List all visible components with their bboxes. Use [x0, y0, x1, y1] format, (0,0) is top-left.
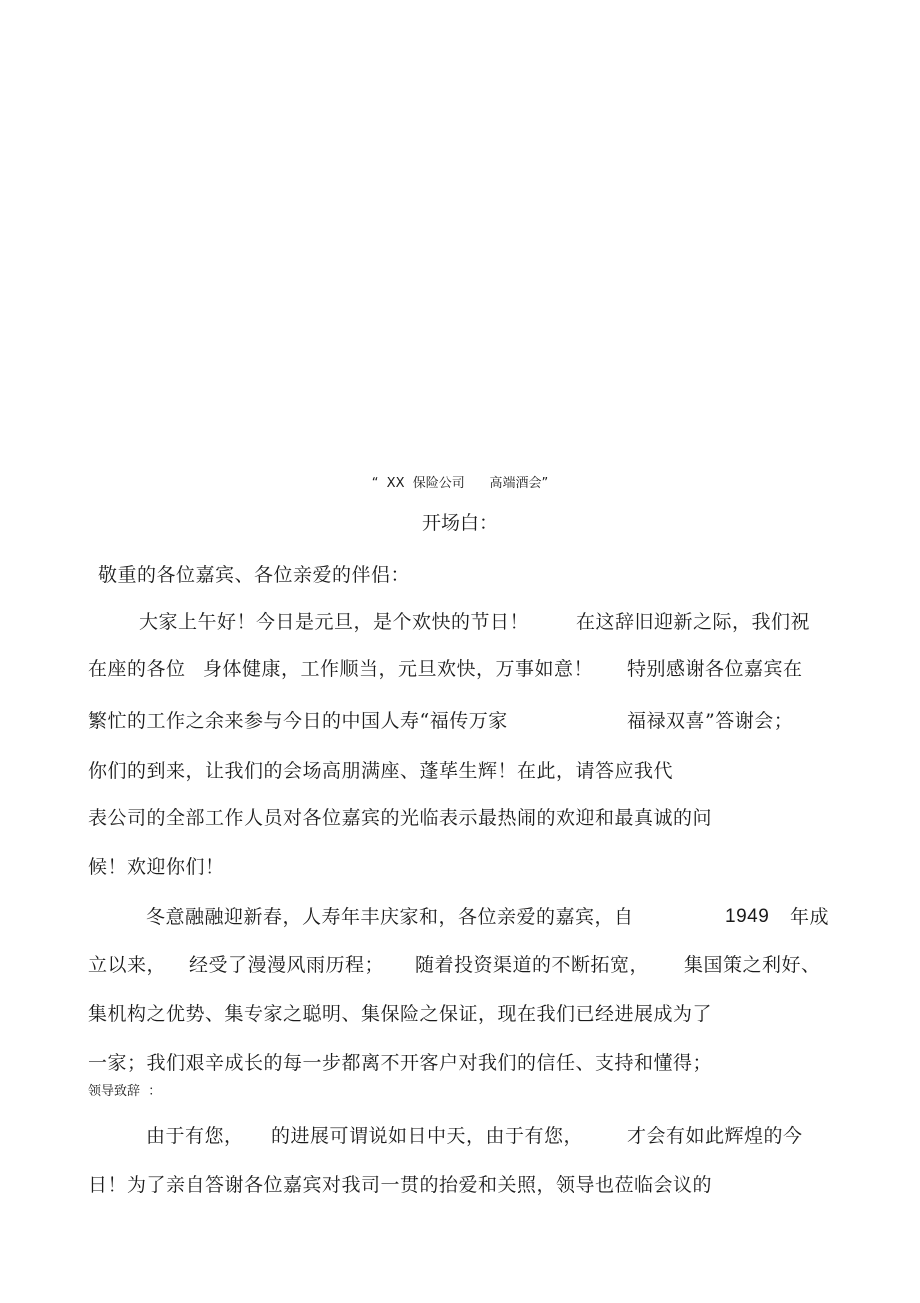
- paragraph1-line3a: 繁忙的工作之余来参与今日的中国人寿“福传万家: [88, 710, 508, 732]
- document-subtitle: 开场白：: [421, 512, 498, 534]
- paragraph2-line4: 一家；我们艰辛成长的每一步都离不开客户对我们的信任、支持和懂得；: [88, 1052, 713, 1074]
- paragraph1-line1a: 大家上午好！今日是元旦，是个欢快的节日！: [139, 611, 530, 633]
- paragraph1-line5: 表公司的全部工作人员对各位嘉宾的光临表示最热闹的欢迎和最真诚的问: [88, 807, 713, 829]
- paragraph1-line1b: 在这辞旧迎新之际，我们祝: [576, 611, 811, 633]
- document-title: “ XX 保险公司 高端酒会”: [371, 476, 549, 491]
- paragraph2-line3: 集机构之优势、集专家之聪明、集保险之保证，现在我们已经进展成为了: [88, 1003, 713, 1025]
- paragraph1-line2b: 身体健康，工作顺当，元旦欢快，万事如意！: [203, 658, 594, 680]
- paragraph2-line1a: 冬意融融迎新春，人寿年丰庆家和，各位亲爱的嘉宾，自: [146, 906, 634, 928]
- paragraph2-line2a: 立以来，: [88, 954, 167, 976]
- paragraph1-line2c: 特别感谢各位嘉宾在: [627, 658, 803, 680]
- paragraph3-line1a: 由于有您，: [146, 1125, 244, 1147]
- paragraph2-line2d: 集国策之利好、: [684, 954, 821, 976]
- paragraph3-line2: 日！为了亲自答谢各位嘉宾对我司一贯的抬爱和关照，领导也莅临会议的: [88, 1174, 713, 1196]
- section-label: 领导致辞 ：: [88, 1084, 162, 1099]
- paragraph2-line1b: 年成: [790, 906, 830, 928]
- paragraph2-line2c: 随着投资渠道的不断拓宽，: [415, 954, 650, 976]
- paragraph3-line1b: 的进展可谓说如日中天，由于有您，: [271, 1125, 584, 1147]
- paragraph1-line2a: 在座的各位: [88, 658, 186, 680]
- paragraph2-year: 1949: [725, 906, 770, 927]
- greeting: 敬重的各位嘉宾、各位亲爱的伴侣：: [98, 564, 411, 586]
- paragraph1-line6: 候！欢迎你们！: [88, 856, 225, 878]
- paragraph1-line4: 你们的到来，让我们的会场高朋满座、蓬荜生辉！在此，请答应我代: [88, 760, 674, 782]
- paragraph2-line2b: 经受了漫漫风雨历程；: [189, 954, 385, 976]
- paragraph3-line1c: 才会有如此辉煌的今: [627, 1125, 803, 1147]
- paragraph1-line3b: 福禄双喜”答谢会；: [627, 710, 794, 732]
